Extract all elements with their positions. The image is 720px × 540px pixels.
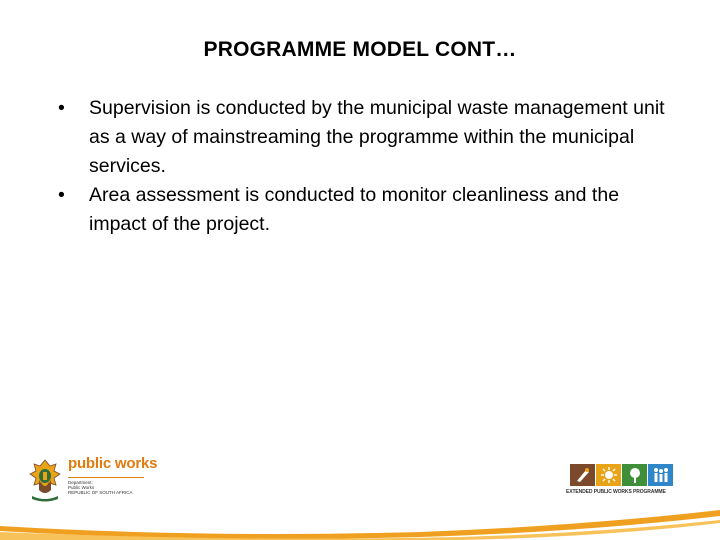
bullet-text: Area assessment is conducted to monitor cleanliness and the impact of the project. [89, 184, 620, 235]
logo-divider [68, 477, 144, 478]
sun-icon [596, 464, 621, 486]
country-label: REPUBLIC OF SOUTH AFRICA [68, 490, 133, 495]
public-works-name: public works [68, 455, 158, 472]
epwp-logo [566, 464, 676, 502]
bullet-glyph: • [58, 97, 65, 119]
tree-icon [622, 464, 647, 486]
epwp-tiles [570, 464, 674, 486]
construction-icon [570, 464, 595, 486]
bullet-list [58, 94, 678, 239]
department-label: Department: [68, 480, 93, 485]
bullet-text: Supervision is conducted by the municipal waste management unit as a way of mainstreaming the programme within the municipal services. [89, 97, 665, 177]
bullet-glyph: • [58, 184, 65, 206]
bullet-item [58, 181, 678, 239]
epwp-name: EXTENDED PUBLIC WORKS PROGRAMME [566, 489, 666, 495]
public-works-logo [28, 455, 158, 502]
coat-of-arms-icon [28, 458, 62, 502]
footer-swoosh [0, 500, 720, 540]
people-icon [648, 464, 673, 486]
slide-title: PROGRAMME MODEL CONT… [203, 38, 517, 61]
bullet-item [58, 94, 678, 181]
department-name: Public Works [68, 485, 95, 490]
